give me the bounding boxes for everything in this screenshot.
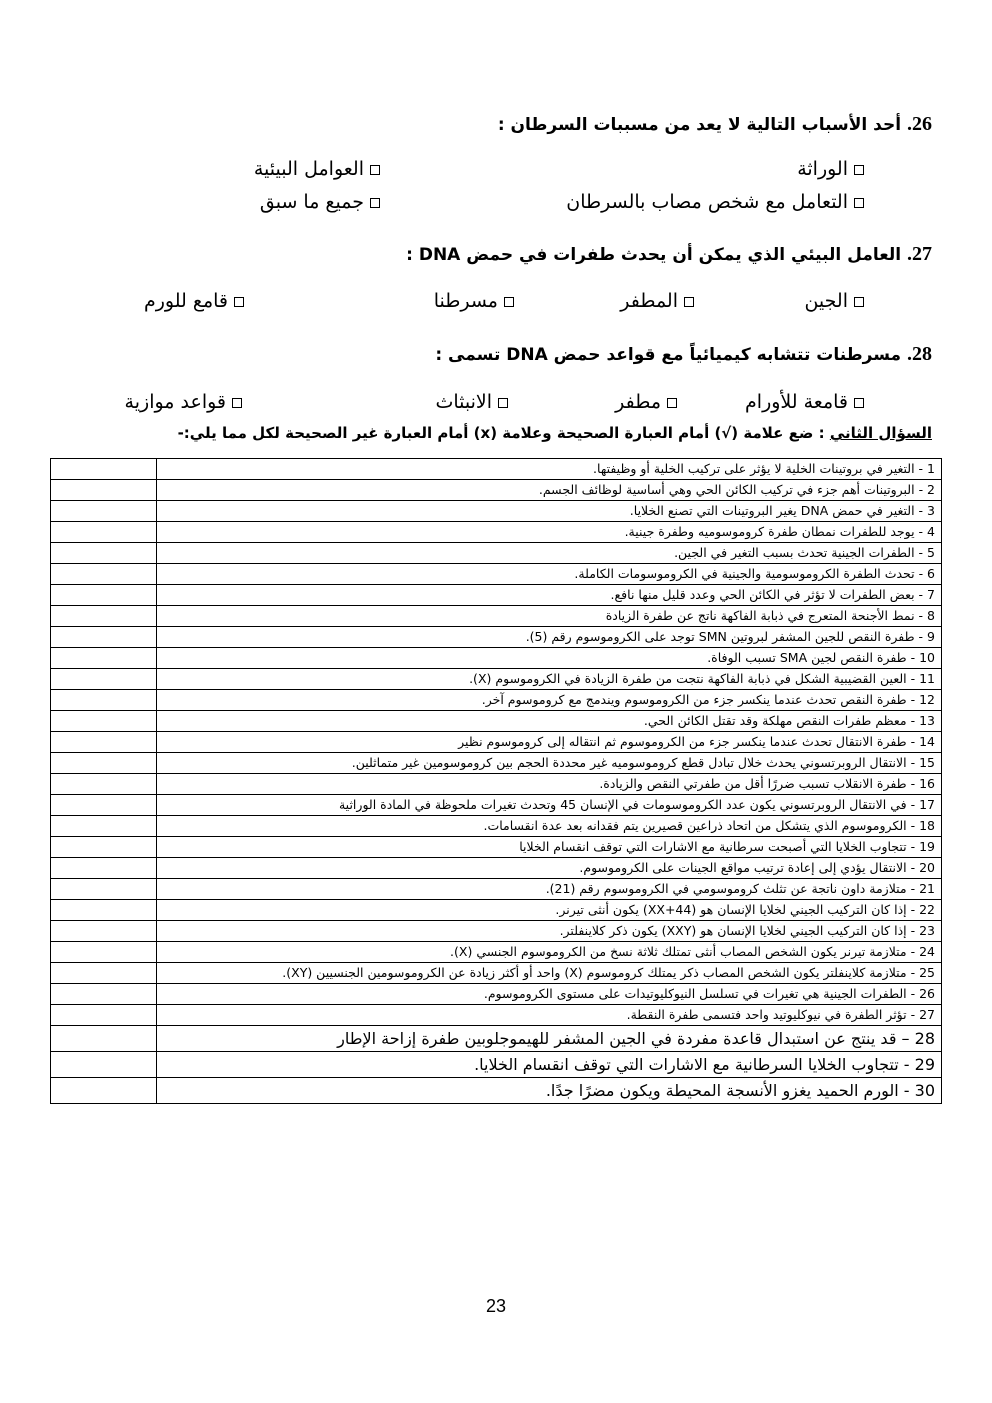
- statement-cell: 14 - طفرة الانتقال تحدث عندما ينكسر جزء من الكروموسوم ثم انتقاله إلى كروموسوم نظير: [157, 732, 942, 753]
- answer-cell[interactable]: [51, 501, 157, 522]
- table-row: [51, 501, 942, 522]
- checkbox-icon[interactable]: [234, 297, 244, 307]
- statement-cell: 28 – قد ينتج عن استبدال قاعدة مفردة في الجين المشفر للهيموجلوبين طفرة إزاحة الإطار: [157, 1026, 942, 1052]
- table-row: [51, 942, 942, 963]
- option-checkbox[interactable]: مسرطنا: [434, 290, 514, 312]
- statement-cell: 17 - في الانتقال الروبرتسوني يكون عدد الكروموسومات في الإنسان 45 وتحدث تغيرات ملحوظة في المادة الوراثية: [157, 795, 942, 816]
- statement-cell: 16 - طفرة الانقلاب تسبب ضررًا أقل من طفرتي النقص والزيادة.: [157, 774, 942, 795]
- option-checkbox[interactable]: الجين: [804, 290, 864, 312]
- statement-cell: 2 - البروتينات أهم جزء في تركيب الكائن الحي وهي أساسية لوظائف الجسم.: [157, 480, 942, 501]
- table-row: [51, 585, 942, 606]
- answer-cell[interactable]: [51, 522, 157, 543]
- checkbox-icon[interactable]: [498, 398, 508, 408]
- question-28: [435, 343, 932, 366]
- table-row: [51, 459, 942, 480]
- statement-cell: 4 - يوجد للطفرات نمطان طفرة كروموسوميه وطفرة جينية.: [157, 522, 942, 543]
- table-row: [51, 1005, 942, 1026]
- statement-cell: 1 - التغير في بروتينات الخلية لا يؤثر على تركيب الخلية أو وظيفتها.: [157, 459, 942, 480]
- answer-cell[interactable]: [51, 648, 157, 669]
- option-checkbox[interactable]: قامعة للأورام: [745, 391, 864, 413]
- checkbox-icon[interactable]: [370, 198, 380, 208]
- statement-cell: 19 - تتجاوب الخلايا التي أصبحت سرطانية مع الاشارات التي توقف انقسام الخلايا: [157, 837, 942, 858]
- table-row: [51, 711, 942, 732]
- statement-cell: 24 - متلازمة تيرنر يكون الشخص المصاب أنثى تمتلك ثلاثة نسخ من الكروموسوم الجنسي (X).: [157, 942, 942, 963]
- answer-cell[interactable]: [51, 669, 157, 690]
- section-instruction: : ضع علامة (√) أمام العبارة الصحيحة وعلامة (x) أمام العبارة غير الصحيحة لكل مما يلي:-: [177, 424, 825, 442]
- answer-cell[interactable]: [51, 732, 157, 753]
- statement-cell: 22 - إذا كان التركيب الجيني لخلايا الإنسان هو (XX+44) يكون أنثى تيرنر.: [157, 900, 942, 921]
- table-row: [51, 543, 942, 564]
- table-row: [51, 1078, 942, 1104]
- answer-cell[interactable]: [51, 1078, 157, 1104]
- question-26: [498, 113, 932, 136]
- answer-cell[interactable]: [51, 879, 157, 900]
- table-row: [51, 816, 942, 837]
- table-row: [51, 900, 942, 921]
- checkbox-icon[interactable]: [854, 297, 864, 307]
- true-false-table: [50, 458, 942, 1104]
- answer-cell[interactable]: [51, 1026, 157, 1052]
- table-row: [51, 795, 942, 816]
- table-row: [51, 627, 942, 648]
- checkbox-icon[interactable]: [504, 297, 514, 307]
- question-27: [406, 243, 932, 266]
- statement-cell: 9 - طفرة النقص للجين المشفر لبروتين SMN توجد على الكروموسوم رقم (5).: [157, 627, 942, 648]
- answer-cell[interactable]: [51, 837, 157, 858]
- table-row: [51, 858, 942, 879]
- answer-cell[interactable]: [51, 585, 157, 606]
- table-row: [51, 921, 942, 942]
- statement-cell: 15 - الانتقال الروبرتسوني يحدث خلال تبادل قطع كروموسوميه غير محددة الحجم بين كروموسومين غير متماثلين.: [157, 753, 942, 774]
- table-row: [51, 837, 942, 858]
- statement-cell: 26 - الطفرات الجينية هي تغيرات في تسلسل النيوكليوتيدات على مستوى الكروموسوم.: [157, 984, 942, 1005]
- statement-cell: 5 - الطفرات الجينية تحدث بسبب التغير في الجين.: [157, 543, 942, 564]
- option-checkbox[interactable]: قامع للورم: [144, 290, 244, 312]
- answer-cell[interactable]: [51, 543, 157, 564]
- option-checkbox[interactable]: الوراثة: [797, 158, 864, 180]
- statement-cell: 13 - معظم طفرات النقص مهلكة وقد تقتل الكائن الحي.: [157, 711, 942, 732]
- answer-cell[interactable]: [51, 753, 157, 774]
- section-heading: [178, 424, 932, 442]
- answer-cell[interactable]: [51, 690, 157, 711]
- option-checkbox[interactable]: المطفر: [620, 290, 694, 312]
- answer-cell[interactable]: [51, 480, 157, 501]
- table-row: [51, 879, 942, 900]
- statement-cell: 6 - تحدث الطفرة الكروموسومية والجينية في الكروموسومات الكاملة.: [157, 564, 942, 585]
- statement-cell: 25 - متلازمة كلاينفلتر يكون الشخص المصاب ذكر يمتلك كروموسوم (X) واحد أو أكثر زيادة عن الكروموسومين الجنسيين (XY).: [157, 963, 942, 984]
- checkbox-icon[interactable]: [854, 198, 864, 208]
- checkbox-icon[interactable]: [854, 398, 864, 408]
- answer-cell[interactable]: [51, 858, 157, 879]
- option-checkbox[interactable]: جميع ما سبق: [260, 191, 380, 213]
- checkbox-icon[interactable]: [667, 398, 677, 408]
- statement-cell: 30 - الورم الحميد يغزو الأنسجة المحيطة ويكون مضرًا جدًا.: [157, 1078, 942, 1104]
- section-title: السؤال الثاني: [829, 424, 932, 442]
- question-text: العامل البيئي الذي يمكن أن يحدث طفرات في حمض DNA :: [406, 245, 902, 265]
- table-row: [51, 648, 942, 669]
- answer-cell[interactable]: [51, 984, 157, 1005]
- table-row: [51, 753, 942, 774]
- statement-cell: 20 - الانتقال يؤدي إلى إعادة ترتيب مواقع الجينات على الكروموسوم.: [157, 858, 942, 879]
- statement-cell: 18 - الكروموسوم الذي يتشكل من اتحاد ذراعين قصيرين يتم فقدانه بعد عدة انقسامات.: [157, 816, 942, 837]
- question-text: مسرطنات تتشابه كيميائياً مع قواعد حمض DNA تسمى :: [435, 345, 902, 365]
- option-checkbox[interactable]: الانبثاث: [435, 391, 508, 413]
- answer-cell[interactable]: [51, 921, 157, 942]
- question-number: 26.: [907, 113, 932, 135]
- checkbox-icon[interactable]: [684, 297, 694, 307]
- question-text: أحد الأسباب التالية لا يعد من مسببات السرطان :: [497, 115, 902, 135]
- table-row: [51, 480, 942, 501]
- table-row: [51, 1052, 942, 1078]
- checkbox-icon[interactable]: [370, 165, 380, 175]
- answer-cell[interactable]: [51, 963, 157, 984]
- answer-cell[interactable]: [51, 816, 157, 837]
- checkbox-icon[interactable]: [232, 398, 242, 408]
- table-row: [51, 984, 942, 1005]
- table-row: [51, 522, 942, 543]
- statement-cell: 8 - نمط الأجنحة المتعرج في ذبابة الفاكهة ناتج عن طفرة الزيادة: [157, 606, 942, 627]
- table-row: [51, 963, 942, 984]
- table-row: [51, 690, 942, 711]
- answer-cell[interactable]: [51, 1005, 157, 1026]
- table-row: [51, 606, 942, 627]
- table-row: [51, 669, 942, 690]
- option-checkbox[interactable]: العوامل البيئية: [254, 158, 380, 180]
- answer-cell[interactable]: [51, 1052, 157, 1078]
- statement-cell: 11 - العين القضيبية الشكل في ذبابة الفاكهة نتجت من طفرة الزيادة في الكروموسوم (X).: [157, 669, 942, 690]
- answer-cell[interactable]: [51, 942, 157, 963]
- statement-cell: 21 - متلازمة داون ناتجة عن تثلث كروموسومي في الكروموسوم رقم (21).: [157, 879, 942, 900]
- answer-cell[interactable]: [51, 627, 157, 648]
- answer-cell[interactable]: [51, 900, 157, 921]
- table-row: [51, 1026, 942, 1052]
- table-row: [51, 564, 942, 585]
- option-checkbox[interactable]: قواعد موازية: [125, 391, 242, 413]
- answer-cell[interactable]: [51, 711, 157, 732]
- statement-cell: 3 - التغير في حمض DNA يغير البروتينات التي تصنع الخلايا.: [157, 501, 942, 522]
- table-row: [51, 774, 942, 795]
- option-checkbox[interactable]: التعامل مع شخص مصاب بالسرطان: [566, 191, 864, 213]
- answer-cell[interactable]: [51, 564, 157, 585]
- answer-cell[interactable]: [51, 774, 157, 795]
- option-checkbox[interactable]: مطفر: [615, 391, 677, 413]
- answer-cell[interactable]: [51, 795, 157, 816]
- answer-cell[interactable]: [51, 606, 157, 627]
- question-number: 27.: [907, 243, 932, 265]
- statement-cell: 7 - بعض الطفرات لا تؤثر في الكائن الحي وعدد قليل منها نافع.: [157, 585, 942, 606]
- statement-cell: 29 - تتجاوب الخلايا السرطانية مع الاشارات التي توقف انقسام الخلايا.: [157, 1052, 942, 1078]
- statement-cell: 10 - طفرة النقص لجين SMA تسبب الوفاة.: [157, 648, 942, 669]
- table-row: [51, 732, 942, 753]
- answer-cell[interactable]: [51, 459, 157, 480]
- statement-cell: 12 - طفرة النقص تحدث عندما ينكسر جزء من الكروموسوم ويندمج مع كروموسوم آخر.: [157, 690, 942, 711]
- checkbox-icon[interactable]: [854, 165, 864, 175]
- question-number: 28.: [907, 343, 932, 365]
- page-number: 23: [485, 1296, 507, 1316]
- statement-cell: 23 - إذا كان التركيب الجيني لخلايا الإنسان هو (XXY) يكون ذكر كلاينفلتر.: [157, 921, 942, 942]
- statement-cell: 27 - تؤثر الطفرة في نيوكليوتيد واحد فتسمى طفرة النقطة.: [157, 1005, 942, 1026]
